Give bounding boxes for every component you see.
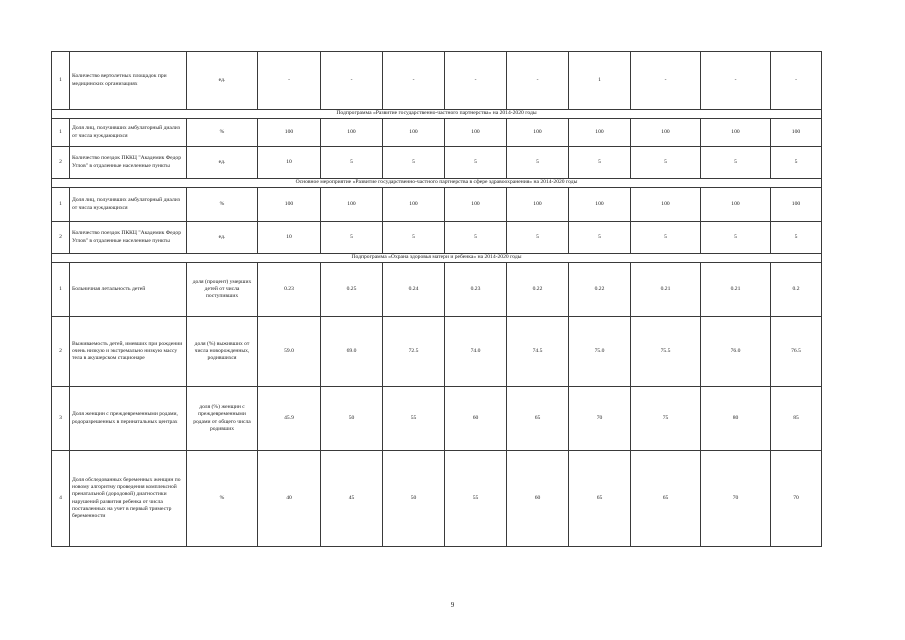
table-row: [52, 387, 822, 451]
section-header: Основное мероприятие «Развитие государственно-частного партнерства в сфере здравоохранения» на 2014-2020 годы: [52, 179, 822, 188]
value-cell: 74.0: [445, 317, 507, 387]
page-number: 9: [450, 601, 455, 609]
value-cell: 75.0: [569, 317, 631, 387]
unit: %: [187, 451, 258, 547]
table-row: [52, 188, 822, 222]
value-cell: 69.0: [321, 317, 383, 387]
value-cell: 72.5: [383, 317, 445, 387]
value-cell: 0.21: [631, 263, 701, 317]
value-cell: 100: [258, 119, 321, 147]
unit: ед.: [187, 52, 258, 110]
indicator-name: Доля обследованных беременных женщин по новому алгоритму проведения комплексной пренатальной (дородовой) диагностики нарушений развития ребенка от числа поставленных на учет в первый триместр беременности: [70, 451, 187, 547]
table-row: [52, 317, 822, 387]
value-cell: 60: [445, 387, 507, 451]
value-cell: 0.23: [258, 263, 321, 317]
value-cell: 76.0: [701, 317, 771, 387]
value-cell: 5: [631, 147, 701, 179]
value-cell: 65: [631, 451, 701, 547]
value-cell: 76.5: [771, 317, 822, 387]
indicator-name: Доля лиц, получивших амбулаторный диализ от числа нуждающихся: [70, 188, 187, 222]
value-cell: 5: [507, 222, 569, 254]
value-cell: 100: [383, 119, 445, 147]
row-number: 1: [52, 119, 70, 147]
indicator-name: Доля женщин с преждевременными родами, родоразрешенных в перинатальных центрах: [70, 387, 187, 451]
value-cell: 0.21: [701, 263, 771, 317]
value-cell: 0.22: [569, 263, 631, 317]
value-cell: 45: [321, 451, 383, 547]
value-cell: 5: [631, 222, 701, 254]
value-cell: 10: [258, 222, 321, 254]
value-cell: 100: [507, 119, 569, 147]
value-cell: 100: [445, 119, 507, 147]
row-number: 2: [52, 147, 70, 179]
value-cell: 59.0: [258, 317, 321, 387]
value-cell: 5: [445, 222, 507, 254]
unit: %: [187, 188, 258, 222]
value-cell: 50: [321, 387, 383, 451]
value-cell: 70: [771, 451, 822, 547]
value-cell: 65: [507, 387, 569, 451]
unit: ед.: [187, 222, 258, 254]
value-cell: 0.25: [321, 263, 383, 317]
indicator-name: Количество вертолетных площадок при медицинских организациях: [70, 52, 187, 110]
value-cell: 1: [569, 52, 631, 110]
section-header-row: [52, 254, 822, 263]
value-cell: 40: [258, 451, 321, 547]
value-cell: 100: [507, 188, 569, 222]
value-cell: 55: [445, 451, 507, 547]
value-cell: -: [445, 52, 507, 110]
row-number: 3: [52, 387, 70, 451]
indicator-name: Количество поездок ПККЦ "Академик Федор Углов" в отдаленные населенные пункты: [70, 222, 187, 254]
value-cell: 85: [771, 387, 822, 451]
value-cell: 5: [507, 147, 569, 179]
section-header-row: [52, 110, 822, 119]
value-cell: 50: [383, 451, 445, 547]
value-cell: 80: [701, 387, 771, 451]
value-cell: 0.23: [445, 263, 507, 317]
indicator-name: Доля лиц, получивших амбулаторный диализ от числа нуждающихся: [70, 119, 187, 147]
value-cell: 60: [507, 451, 569, 547]
indicator-name: Больничная летальность детей: [70, 263, 187, 317]
unit: %: [187, 119, 258, 147]
table-row: [52, 52, 822, 110]
value-cell: -: [631, 52, 701, 110]
table-row: [52, 222, 822, 254]
value-cell: 100: [701, 119, 771, 147]
unit: доля (процент) умерших детей от числа поступивших: [187, 263, 258, 317]
section-header-row: [52, 179, 822, 188]
row-number: 2: [52, 222, 70, 254]
value-cell: 70: [701, 451, 771, 547]
indicators-table: [51, 51, 822, 547]
value-cell: 5: [569, 222, 631, 254]
value-cell: 5: [383, 222, 445, 254]
section-header: Подпрограмма «Охрана здоровья матери и ребенка» на 2014-2020 годы: [52, 254, 822, 263]
value-cell: 100: [321, 188, 383, 222]
value-cell: 100: [383, 188, 445, 222]
unit: доля (%) выживших от числа новорожденных, родившихся: [187, 317, 258, 387]
row-number: 4: [52, 451, 70, 547]
value-cell: 5: [701, 147, 771, 179]
section-header: Подпрограмма «Развитие государственно-частного партнерства» на 2014-2020 годы: [52, 110, 822, 119]
value-cell: -: [507, 52, 569, 110]
value-cell: -: [383, 52, 445, 110]
value-cell: 10: [258, 147, 321, 179]
value-cell: -: [771, 52, 822, 110]
indicator-name: Количество поездок ПККЦ "Академик Федор Углов" в отдаленные населенные пункты: [70, 147, 187, 179]
row-number: 1: [52, 188, 70, 222]
value-cell: 0.22: [507, 263, 569, 317]
value-cell: 65: [569, 451, 631, 547]
value-cell: 100: [445, 188, 507, 222]
value-cell: 70: [569, 387, 631, 451]
value-cell: 100: [771, 188, 822, 222]
value-cell: 55: [383, 387, 445, 451]
table-row: [52, 263, 822, 317]
indicator-name: Выживаемость детей, имевших при рождении очень низкую и экстремально низкую массу тела в акушерском стационаре: [70, 317, 187, 387]
value-cell: -: [701, 52, 771, 110]
value-cell: 100: [631, 119, 701, 147]
row-number: 2: [52, 317, 70, 387]
value-cell: 100: [569, 119, 631, 147]
value-cell: 100: [258, 188, 321, 222]
value-cell: 5: [383, 147, 445, 179]
value-cell: 45.9: [258, 387, 321, 451]
value-cell: 0.24: [383, 263, 445, 317]
value-cell: 100: [631, 188, 701, 222]
unit: доля (%) женщин с преждевременными родами от общего числа родивших: [187, 387, 258, 451]
table-row: [52, 147, 822, 179]
value-cell: 5: [321, 222, 383, 254]
unit: ед.: [187, 147, 258, 179]
value-cell: 100: [701, 188, 771, 222]
row-number: 1: [52, 52, 70, 110]
value-cell: 100: [771, 119, 822, 147]
value-cell: 5: [771, 222, 822, 254]
value-cell: 0.2: [771, 263, 822, 317]
value-cell: 100: [569, 188, 631, 222]
row-number: 1: [52, 263, 70, 317]
table-row: [52, 119, 822, 147]
value-cell: -: [321, 52, 383, 110]
value-cell: 5: [701, 222, 771, 254]
value-cell: 5: [445, 147, 507, 179]
value-cell: -: [258, 52, 321, 110]
value-cell: 100: [321, 119, 383, 147]
value-cell: 5: [321, 147, 383, 179]
value-cell: 75.5: [631, 317, 701, 387]
value-cell: 75: [631, 387, 701, 451]
value-cell: 5: [771, 147, 822, 179]
value-cell: 5: [569, 147, 631, 179]
value-cell: 74.5: [507, 317, 569, 387]
table-row: [52, 451, 822, 547]
